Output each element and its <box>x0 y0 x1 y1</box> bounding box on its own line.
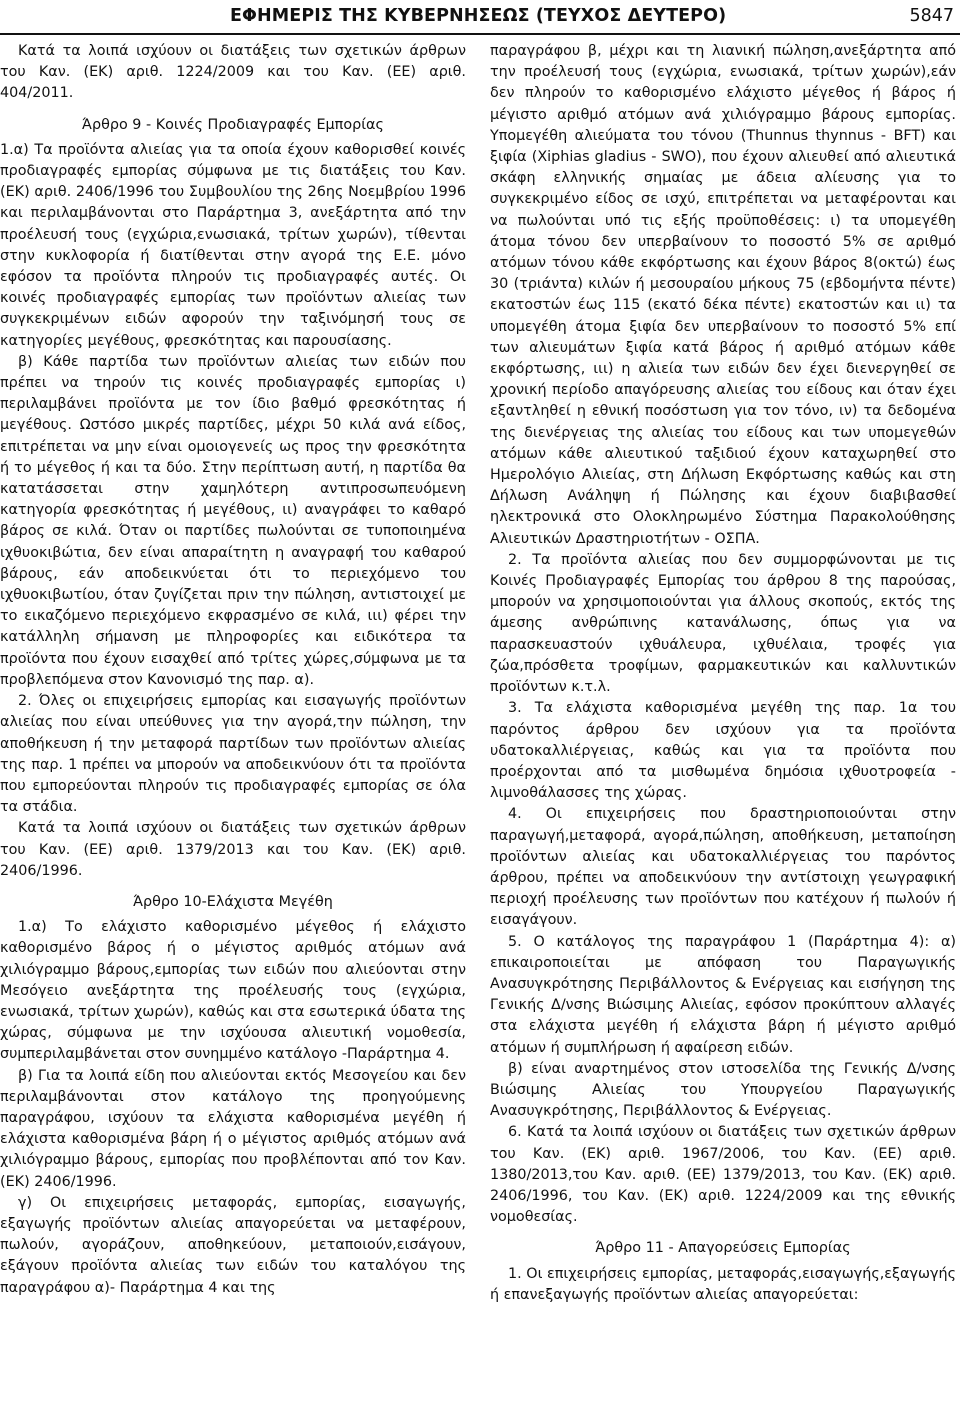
paragraph: 4. Οι επιχειρήσεις που δραστηριοποιούνται στην παραγωγή,μεταφορά, αγορά,πώληση, αποθήκευση, μεταποίηση προϊόντων αλιείας και υδατοκαλλιέργειας του παρόντος άρθρου, πρέπει να αποδεικνύουν την αντίστοιχη γεωγραφική περιοχή προέλευσης των προϊόντων που κατέχουν ή πωλούν ή εισαγάγουν. <box>490 806 956 929</box>
paragraph: Κατά τα λοιπά ισχύουν οι διατάξεις των σχετικών άρθρων του Καν. (ΕΕ) αριθ. 1379/2013 και του Καν. (ΕΚ) αριθ. 2406/1996. <box>0 820 466 879</box>
article-9-heading: Άρθρο 9 - Κοινές Προδιαγραφές Εμπορίας <box>82 116 384 133</box>
right-column <box>490 41 956 1306</box>
page-header <box>0 0 960 36</box>
paragraph: 2. Όλες οι επιχειρήσεις εμπορίας και εισαγωγής προϊόντων αλιείας που είναι υπεύθυνες για την αγορά,την πώληση, την αποθήκευση ή την μεταφορά παρτίδων των προϊόντων αλιείας της παρ. 1 πρέπει να μπορούν να αποδεικνύουν ότι τα προϊόντα που εμπορεύονται πληρούν τις προδιαγραφές εμπορίας σε όλα τα στάδια. <box>0 693 466 816</box>
article-10-heading: Άρθρο 10-Ελάχιστα Μεγέθη <box>133 893 333 910</box>
gazette-title: ΕΦΗΜΕΡΙΣ ΤΗΣ ΚΥΒΕΡΝΗΣΕΩΣ (ΤΕΥΧΟΣ ΔΕΥΤΕΡΟ) <box>230 6 727 26</box>
paragraph: 2. Τα προϊόντα αλιείας που δεν συμμορφώνονται με τις Κοινές Προδιαγραφές Εμπορίας του άρθρου 8 της παρούσας, μπορούν να χρησιμοποιούνται για άλλους σκοπούς, εκτός της άμεσης ανθρώπινης κατανάλωσης, όπως για να παρασκευαστούν ιχθυάλευρα, ιχθυέλαια, τροφές για ζώα,πρόσθετα τροφίμων, φαρμακευτικών και καλλυντικών προϊόντων κ.τ.λ. <box>490 551 956 696</box>
page-number: 5847 <box>909 6 954 26</box>
paragraph: β) Για τα λοιπά είδη που αλιεύονται εκτός Μεσογείου και δεν περιλαμβάνονται στον κατάλογο της προηγούμενης παραγράφου, ισχύουν τα ελάχιστα καθορισμένα μεγέθη ή ελάχιστα καθορισμένα βάρη ή ο μέγιστος αριθμός ατόμων ανά χιλιόγραμμο βάρους, εμπορίας που προβλέπονται από τον Καν. (ΕΚ) 2406/1996. <box>0 1067 466 1190</box>
paragraph: β) είναι αναρτημένος στον ιστοσελίδα της Γενικής Δ/νσης Βιώσιμης Αλιείας του Υπουργείου Παραγωγικής Ανασυγκρότησης, Περιβάλλοντος & Ενέργειας. <box>490 1060 956 1120</box>
paragraph: γ) Οι επιχειρήσεις μεταφοράς, εμπορίας, εισαγωγής, εξαγωγής προϊόντων αλιείας απαγορεύεται να μεταφέρουν, πωλούν, αγοράζουν, αποθηκεύουν, μεταποιούν,εισάγουν, εξάγουν προϊόντα αλιείας των ειδών του καταλόγου της παραγράφου α)- Παράρτημα 4 και της <box>0 1194 466 1296</box>
paragraph: β) Κάθε παρτίδα των προϊόντων αλιείας των ειδών που πρέπει να τηρούν τις κοινές προδιαγραφές εμπορίας ι) περιλαμβάνει προϊόντα με τον ίδιο βαθμό φρεσκότητας ή μεγέθους. Ωστόσο μικρές παρτίδες, μέχρι 50 κιλά ανά είδος, επιτρέπεται να μην είναι ομοιογενείς ως προς την φρεσκότητα ή το μέγεθος ή και τα δύο. Στην περίπτωση αυτή, η παρτίδα θα κατατάσσεται στην χαμηλότερη αντιπροσωπευόμενη κατηγορία φρεσκότητας ή μεγέθους, ιι) αναγράφει το καθαρό βάρος σε κιλά. Όταν οι παρτίδες πωλούνται σε τυποποιημένα ιχθυοκιβώτια, δεν είναι απαραίτητη η αναγραφή του καθαρού βάρους, εάν αποδεικνύεται ότι το περιεχόμενο του ιχθυοκιβωτίου, όταν ζυγίζεται πριν την πώληση, αντιστοιχεί με το εικαζόμενο περιεχόμενο εκφρασμένο σε κιλά, ιιι) φέρει την κατάλληλη σήμανση με πληροφορίες και ειδικότερα τα προϊόντα που έχουν εισαχθεί από τρίτες χώρες,σύμφωνα με τα προβλεπόμενα στον Κανονισμό της παρ. α). <box>0 353 466 688</box>
paragraph: 6. Κατά τα λοιπά ισχύουν οι διατάξεις των σχετικών άρθρων του Καν. (ΕΚ) αριθ. 1967/2006, του Καν. (ΕΕ) αριθ. 1380/2013,του Καν. αριθ. (ΕΕ) 1379/2013, του Καν. (ΕΚ) αριθ. 2406/1996, του Καν. (ΕΚ) αριθ. 1224/2009 και της εθνικής νομοθεσίας. <box>490 1124 956 1226</box>
paragraph: παραγράφου β, μέχρι και τη λιανική πώληση,ανεξάρτητα από την προέλευσή τους (εγχώρια, ενωσιακά, τρίτων χωρών),εάν δεν πληρούν το καθορισμένο ελάχιστο μέγεθος ή βάρος ή μέγιστο αριθμό ατόμων ανά χιλιόγραμμο βάρους εμπορίας. Υπομεγέθη αλιεύματα του τόνου (Thunnus thynnus - BFT) και ξιφία (Xiphias gladius - SWO), που έχουν αλιευθεί από αλιευτικά σκάφη ελληνικής σημαίας με άδεια αλίευσης για το συγκεκριμένο είδος σε ισχύ, επιτρέπεται να μεταφέρονται και να πωλούνται υπό τις εξής προϋποθέσεις: ι) τα υπομεγέθη άτομα τόνου δεν υπερβαίνουν το ποσοστό 5% σε αριθμό ατόμων τόνου κάθε εκφόρτωσης και έχουν βάρος 8(οκτώ) έως 30 (τριάντα) κιλών ή μεσουραίου μήκους 75 (εβδομήντα πέντε) εκατοστών έως 115 (εκατό δέκα πέντε) εκατοστών και ιι) τα υπομεγέθη άτομα ξιφία δεν υπερβαίνουν το ποσοστό 5% επί των αλιευμάτων ξιφία κατά βάρος ή αριθμό ατόμων κάθε εκφόρτωσης, ιιι) η αλιεία των ειδών δεν έχει διενεργηθεί σε χρονική περίοδο απαγόρευσης αλιείας του είδους και όταν έχει εξαντληθεί η εθνική ποσόστωση για τον τόνο, ιν) τα δεδομένα της διενέργειας της αλιείας του είδους και των υπομεγεθών ατόμων κάθε αλιευτικού ταξιδιού έχουν καταχωρηθεί στο Ημερολόγιο Αλιείας, στη Δήλωση Εκφόρτωσης καθώς και στη Δήλωση Ανάληψη ή Πώλησης και έχουν διαβιβασθεί ηλεκτρονικά στο Ολοκληρωμένο Σύστημα Παρακολούθησης Αλιευτικών Δραστηριοτήτων - ΟΣΠΑ. <box>490 43 956 547</box>
paragraph: 1.α) Τα προϊόντα αλιείας για τα οποία έχουν καθορισθεί κοινές προδιαγραφές εμπορίας σύμφωνα με τις διατάξεις του Καν. (ΕΚ) αριθ. 2406/1996 του Συμβουλίου της 26ης Νοεμβρίου 1996 και περιλαμβάνονται στο Παράρτημα 3, ανεξάρτητα από την προέλευσή τους (εγχώρια,ενωσιακά, τρίτων χωρών), τίθενται στην κυκλοφορία ή διατίθενται στην αγορά της Ε.Ε. μόνο εφόσον τα προϊόντα πληρούν τις προδιαγραφές αυτές. Οι κοινές προδιαγραφές εμπορίας των προϊόντων αλιείας των συγκεκριμένων ειδών αφορούν την ταξινόμησή τους σε κατηγορίες μεγέθους, φρεσκότητας και παρουσίασης. <box>0 141 466 349</box>
paragraph: Κατά τα λοιπά ισχύουν οι διατάξεις των σχετικών άρθρων του Καν. (ΕΚ) αριθ. 1224/2009 και του Καν. (ΕΕ) αριθ. 404/2011. <box>0 43 466 102</box>
paragraph: 1.α) Το ελάχιστο καθορισμένο μέγεθος ή ελάχιστο καθορισμένο βάρος ή ο μέγιστος αριθμός ατόμων ανά χιλιόγραμμο βάρους,εμπορίας των ειδών που αλιεύονται στην Μεσόγειο ανεξάρτητα της προέλευσής τους (εγχώρια, ενωσιακά, τρίτων χωρών), καθώς και στα εσωτερικά ύδατα της χώρας, σύμφωνα με την ισχύουσα αλιευτική νομοθεσία, συμπεριλαμβάνεται στον συνημμένο κατάλογο -Παράρτημα 4. <box>0 919 466 1063</box>
paragraph: 5. Ο κατάλογος της παραγράφου 1 (Παράρτημα 4): α) επικαιροποιείται με απόφαση του Παραγωγικής Ανασυγκρότησης Περιβάλλοντος & Ενέργειας και εισήγηση της Γενικής Δ/νσης Βιώσιμης Αλιείας, εφόσον προκύπτουν αλλαγές στα ελάχιστα μεγέθη ή ελάχιστα βάρη ή μέγιστο αριθμό ατόμων ή συμπλήρωση ή αφαίρεση ειδών. <box>490 933 956 1056</box>
header-rule <box>0 33 960 35</box>
paragraph: 1. Οι επιχειρήσεις εμπορίας, μεταφοράς,εισαγωγής,εξαγωγής ή επανεξαγωγής προϊόντων αλιείας απαγορεύεται: <box>490 1265 956 1303</box>
paragraph: 3. Τα ελάχιστα καθορισμένα μεγέθη της παρ. 1α του παρόντος άρθρου δεν ισχύουν για τα προϊόντα υδατοκαλλιέργειας, καθώς και για τα προϊόντα που προέρχονται από τα μισθωμένα δημόσια ιχθυοτροφεία - λιμνοθάλασσες της χώρας. <box>490 700 956 802</box>
left-column <box>0 41 466 1299</box>
article-11-heading: Άρθρο 11 - Απαγορεύσεις Εμπορίας <box>595 1240 851 1257</box>
